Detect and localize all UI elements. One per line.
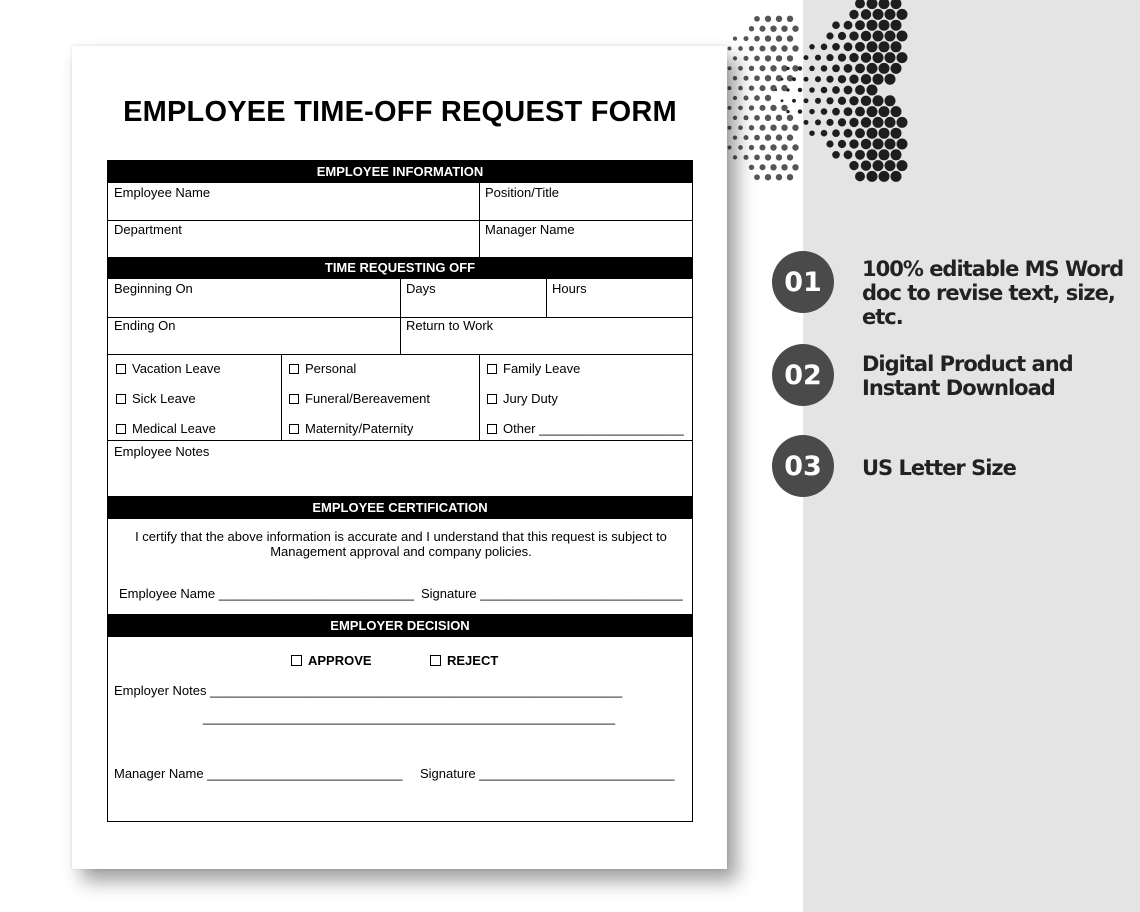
medical-leave-option[interactable]: Medical Leave <box>116 421 216 436</box>
employee-notes-field[interactable]: Employee Notes <box>114 444 210 459</box>
checkbox[interactable] <box>289 364 299 374</box>
vacation-leave-option[interactable]: Vacation Leave <box>116 361 221 376</box>
manager-signature-line[interactable]: Signature ___________________________ <box>420 766 675 781</box>
jury-duty-option[interactable]: Jury Duty <box>487 391 558 406</box>
ending-on-field[interactable]: Ending On <box>114 318 176 333</box>
feature-text: 100% editable MS Word doc to revise text, size, etc. <box>862 257 1124 329</box>
personal-option[interactable]: Personal <box>289 361 356 376</box>
beginning-on-field[interactable]: Beginning On <box>114 281 193 296</box>
form-title: EMPLOYEE TIME-OFF REQUEST FORM <box>123 96 677 128</box>
section-employee-information: EMPLOYEE INFORMATION <box>107 161 693 183</box>
checkbox[interactable] <box>289 394 299 404</box>
feature-number-badge: 03 <box>772 435 834 497</box>
employee-name-field[interactable]: Employee Name <box>114 185 211 200</box>
feature-text: Digital Product and Instant Download <box>862 352 1073 400</box>
return-to-work-field[interactable]: Return to Work <box>406 318 494 333</box>
checkbox[interactable] <box>116 364 126 374</box>
family-leave-option[interactable]: Family Leave <box>487 361 580 376</box>
sick-leave-option[interactable]: Sick Leave <box>116 391 196 406</box>
employer-notes-line-2[interactable]: _________________________________________________________ <box>203 710 616 725</box>
department-field[interactable]: Department <box>114 222 182 237</box>
manager-name-line[interactable]: Manager Name ___________________________ <box>114 766 403 781</box>
section-time-requesting-off: TIME REQUESTING OFF <box>107 257 693 279</box>
cert-employee-name-line[interactable]: Employee Name ___________________________ <box>119 586 414 601</box>
checkbox[interactable] <box>487 424 497 434</box>
section-employee-certification: EMPLOYEE CERTIFICATION <box>107 496 693 519</box>
days-field[interactable]: Days <box>406 281 436 296</box>
form-table <box>107 160 693 822</box>
employer-notes-line[interactable]: Employer Notes _________________________________________________________ <box>114 683 623 698</box>
section-employer-decision: EMPLOYER DECISION <box>107 614 693 637</box>
feature-number-badge: 01 <box>772 251 834 313</box>
other-option[interactable]: Other ____________________ <box>487 421 684 436</box>
checkbox[interactable] <box>116 424 126 434</box>
manager-name-field[interactable]: Manager Name <box>485 222 575 237</box>
checkbox[interactable] <box>487 364 497 374</box>
checkbox[interactable] <box>487 394 497 404</box>
reject-option[interactable]: REJECT <box>430 653 498 668</box>
feature-number-badge: 02 <box>772 344 834 406</box>
checkbox[interactable] <box>116 394 126 404</box>
certification-statement: I certify that the above information is accurate and I understand that this request is subject to Management approval and company policies. <box>135 529 667 559</box>
hours-field[interactable]: Hours <box>552 281 587 296</box>
checkbox[interactable] <box>291 655 302 666</box>
checkbox[interactable] <box>430 655 441 666</box>
funeral-bereavement-option[interactable]: Funeral/Bereavement <box>289 391 430 406</box>
feature-text: US Letter Size <box>862 456 1016 480</box>
cert-signature-line[interactable]: Signature ____________________________ <box>421 586 683 601</box>
approve-option[interactable]: APPROVE <box>291 653 372 668</box>
maternity-paternity-option[interactable]: Maternity/Paternity <box>289 421 413 436</box>
checkbox[interactable] <box>289 424 299 434</box>
position-title-field[interactable]: Position/Title <box>485 185 559 200</box>
